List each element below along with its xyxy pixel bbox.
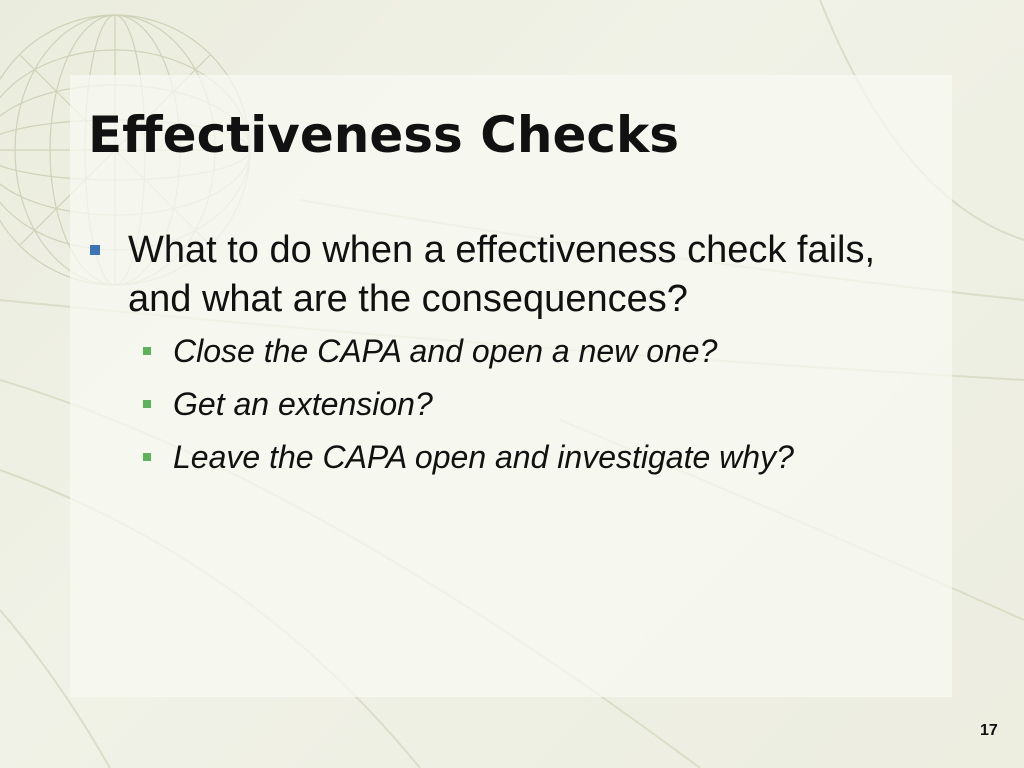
page-number: 17	[980, 722, 998, 739]
bullet-item	[88, 226, 928, 479]
sub-bullet-list	[128, 330, 928, 479]
slide-title: Effectiveness Checks	[88, 106, 680, 164]
sub-bullet-item	[128, 436, 928, 479]
sub-bullet-item	[128, 383, 928, 426]
bullet-list	[88, 226, 928, 489]
sub-bullet-text: Close the CAPA and open a new one?	[173, 333, 718, 369]
square-bullet-icon	[90, 245, 100, 255]
square-bullet-icon	[143, 400, 151, 408]
sub-bullet-item	[128, 330, 928, 373]
square-bullet-icon	[143, 453, 151, 461]
bullet-text: What to do when a effectiveness check fails, and what are the consequences?	[128, 229, 876, 320]
square-bullet-icon	[143, 347, 151, 355]
sub-bullet-text: Get an extension?	[173, 386, 433, 422]
sub-bullet-text: Leave the CAPA open and investigate why?	[173, 439, 794, 475]
